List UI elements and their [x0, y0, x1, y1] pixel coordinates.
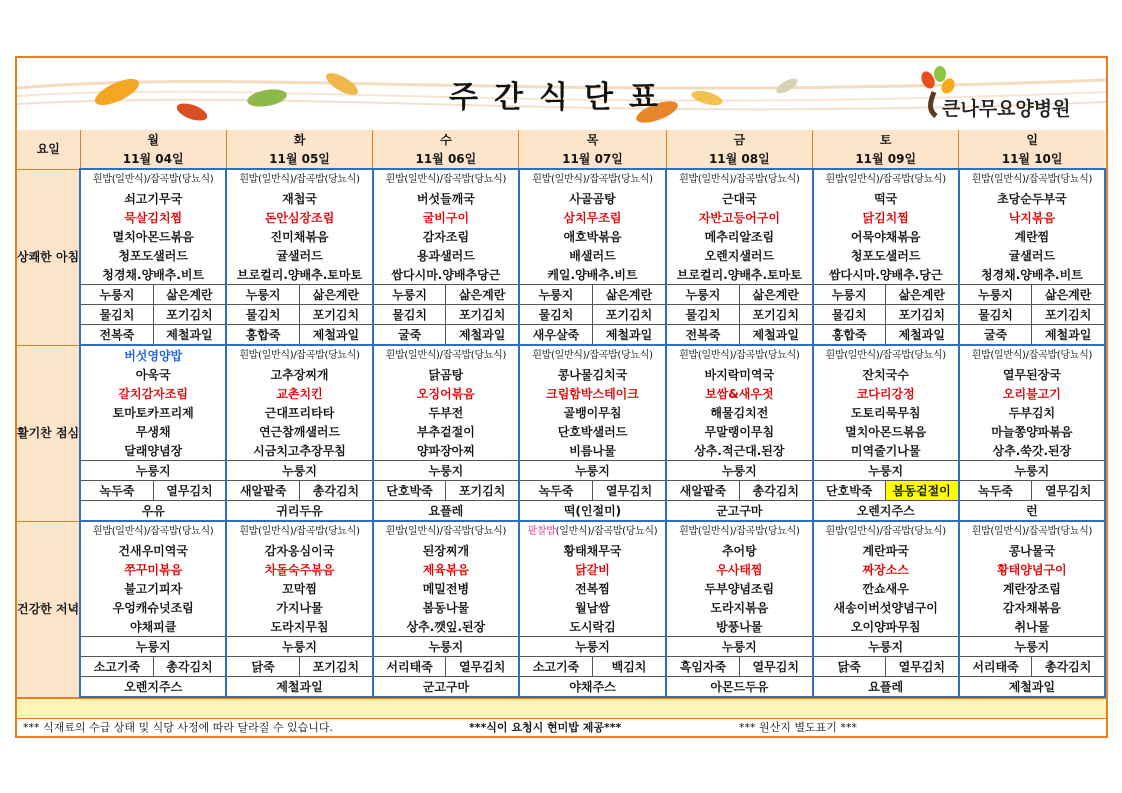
dinner-dish-3-1: 닭갈비: [519, 560, 666, 579]
lunch-dish-6-1: 오리불고기: [959, 384, 1105, 403]
lunch-rice-5: 흰밥(일반식)/잡곡밥(당뇨식): [813, 345, 959, 365]
dinner-dish-5-2: 깐쇼새우: [813, 579, 959, 598]
dinner-rice-2: 흰밥(일반식)/잡곡밥(당뇨식): [373, 521, 519, 541]
lunch-rice-1: 흰밥(일반식)/잡곡밥(당뇨식): [226, 345, 373, 365]
breakfast-side-3-2-right: 제철과일: [592, 325, 666, 346]
breakfast-dish-0-1: 묵살김치찜: [80, 208, 226, 227]
lunch-side-1-left: 새알팥죽: [226, 481, 299, 501]
lunch-dish-0-1: 갈치감자조림: [80, 384, 226, 403]
breakfast-side-0-2-left: 전복죽: [80, 325, 153, 346]
breakfast-side-5-2-right: 제철과일: [885, 325, 958, 346]
dinner-dish-5-4: 오이양파무침: [813, 617, 959, 637]
breakfast-side-1-2-left: 홍합죽: [226, 325, 299, 346]
lunch-dish-6-0: 열무된장국: [959, 365, 1105, 384]
breakfast-rice-1: 흰밥(일반식)/잡곡밥(당뇨식): [226, 169, 373, 189]
breakfast-side-1-0-right: 삶은계란: [300, 285, 373, 305]
breakfast-dish-6-2: 계란찜: [959, 227, 1105, 246]
meal-column-header: 요일: [17, 130, 80, 169]
lunch-side-3-right: 열무김치: [592, 481, 666, 501]
dinner-dish-3-2: 전복찜: [519, 579, 666, 598]
dinner-dish-3-0: 황태채무국: [519, 541, 666, 560]
lunch-dish-3-3: 단호박샐러드: [519, 422, 666, 441]
notice-band: [17, 698, 1106, 719]
dinner-dish-2-3: 봄동나물: [373, 598, 519, 617]
lunch-dish-0-0: 아욱국: [80, 365, 226, 384]
dinner-dish-2-4: 상추.깻잎.된장: [373, 617, 519, 637]
dinner-side-0-left: 소고기죽: [80, 657, 153, 677]
breakfast-side-4-1-left: 물김치: [666, 305, 739, 325]
breakfast-dish-0-0: 쇠고기무국: [80, 189, 226, 208]
dinner-dish-5-3: 새송이버섯양념구이: [813, 598, 959, 617]
lunch-dish-1-4: 시금치고추장무침: [226, 441, 373, 461]
breakfast-rice-6: 흰밥(일반식)/잡곡밥(당뇨식): [959, 169, 1105, 189]
lunch-nurungji-1: 누룽지: [226, 461, 373, 481]
day-name-3: 목: [519, 130, 666, 149]
lunch-dish-5-4: 미역줄기나물: [813, 441, 959, 461]
day-date-4: 11월 08일: [666, 149, 813, 169]
footer-left: *** 식재료의 수급 상태 및 식당 사정에 따라 달라질 수 있습니다.: [23, 721, 333, 734]
special-rice-rest: (일반식)/잡곡밥(당뇨식): [555, 525, 658, 537]
breakfast-side-0-0-right: 삶은계란: [153, 285, 226, 305]
breakfast-side-1-2-right: 제철과일: [300, 325, 373, 346]
lunch-nurungji-0: 누룽지: [80, 461, 226, 481]
lunch-dish-1-1: 교촌치킨: [226, 384, 373, 403]
lunch-rice-0: 버섯영양밥: [80, 345, 226, 365]
dinner-dish-1-3: 가지나물: [226, 598, 373, 617]
dinner-side-4-right: 열무김치: [739, 657, 812, 677]
breakfast-side-5-2-left: 홍합죽: [813, 325, 886, 346]
lunch-extra-0: 우유: [80, 501, 226, 522]
breakfast-side-3-1-right: 포기김치: [592, 305, 666, 325]
dinner-nurungji-6: 누룽지: [959, 637, 1105, 657]
dinner-rice-6: 흰밥(일반식)/잡곡밥(당뇨식): [959, 521, 1105, 541]
lunch-rice-2: 흰밥(일반식)/잡곡밥(당뇨식): [373, 345, 519, 365]
day-name-5: 토: [813, 130, 959, 149]
dinner-nurungji-1: 누룽지: [226, 637, 373, 657]
breakfast-side-5-0-right: 삶은계란: [885, 285, 958, 305]
lunch-dish-3-1: 크림함박스테이크: [519, 384, 666, 403]
dinner-rice-5: 흰밥(일반식)/잡곡밥(당뇨식): [813, 521, 959, 541]
breakfast-dish-1-4: 브로컬리.양배추.토마토: [226, 265, 373, 285]
dinner-side-2-left: 서리태죽: [373, 657, 446, 677]
lunch-side-4-left: 새알팥죽: [666, 481, 739, 501]
breakfast-dish-5-4: 쌈다시마.양배추.당근: [813, 265, 959, 285]
breakfast-dish-4-3: 오렌지샐러드: [666, 246, 813, 265]
breakfast-side-2-0-left: 누룽지: [373, 285, 446, 305]
breakfast-side-3-1-left: 물김치: [519, 305, 593, 325]
breakfast-dish-5-1: 닭김치찜: [813, 208, 959, 227]
dinner-dish-2-1: 제육볶음: [373, 560, 519, 579]
breakfast-dish-5-3: 청포도샐러드: [813, 246, 959, 265]
breakfast-dish-2-3: 용과샐러드: [373, 246, 519, 265]
lunch-dish-4-1: 보쌈&새우젓: [666, 384, 813, 403]
lunch-dish-3-4: 비름나물: [519, 441, 666, 461]
breakfast-side-5-1-right: 포기김치: [885, 305, 958, 325]
dinner-dish-2-2: 메밀전병: [373, 579, 519, 598]
breakfast-side-3-2-left: 새우살죽: [519, 325, 593, 346]
breakfast-side-3-0-right: 삶은계란: [592, 285, 666, 305]
lunch-dish-2-0: 닭곰탕: [373, 365, 519, 384]
dinner-dish-0-1: 쭈꾸미볶음: [80, 560, 226, 579]
breakfast-side-4-2-left: 전복죽: [666, 325, 739, 346]
lunch-extra-4: 군고구마: [666, 501, 813, 522]
meal-label-lunch: 활기찬 점심: [17, 345, 80, 521]
lunch-nurungji-3: 누룽지: [519, 461, 666, 481]
lunch-extra-1: 귀리두유: [226, 501, 373, 522]
dinner-dish-4-0: 추어탕: [666, 541, 813, 560]
lunch-rice-3: 흰밥(일반식)/잡곡밥(당뇨식): [519, 345, 666, 365]
day-date-6: 11월 10일: [959, 149, 1105, 169]
dinner-side-5-right: 열무김치: [885, 657, 958, 677]
breakfast-side-6-1-left: 물김치: [959, 305, 1032, 325]
dinner-side-3-right: 백김치: [592, 657, 666, 677]
menu-sheet: [15, 56, 1108, 738]
dinner-side-3-left: 소고기죽: [519, 657, 593, 677]
dinner-dish-1-1: 차돌숙주볶음: [226, 560, 373, 579]
breakfast-rice-4: 흰밥(일반식)/잡곡밥(당뇨식): [666, 169, 813, 189]
breakfast-dish-3-3: 배샐러드: [519, 246, 666, 265]
dinner-extra-0: 오렌지주스: [80, 677, 226, 698]
breakfast-side-0-1-left: 물김치: [80, 305, 153, 325]
dinner-side-6-right: 총각김치: [1032, 657, 1105, 677]
page-title: 주간식단표: [449, 80, 674, 115]
dinner-dish-1-0: 감자옹심이국: [226, 541, 373, 560]
breakfast-side-6-2-left: 굴죽: [959, 325, 1032, 346]
breakfast-dish-4-1: 자반고등어구이: [666, 208, 813, 227]
breakfast-side-2-1-left: 물김치: [373, 305, 446, 325]
breakfast-side-4-2-right: 제철과일: [739, 325, 812, 346]
breakfast-rice-3: 흰밥(일반식)/잡곡밥(당뇨식): [519, 169, 666, 189]
dinner-dish-5-1: 짜장소스: [813, 560, 959, 579]
lunch-dish-5-3: 멸치아몬드볶음: [813, 422, 959, 441]
dinner-dish-6-3: 감자채볶음: [959, 598, 1105, 617]
lunch-side-6-right: 열무김치: [1032, 481, 1105, 501]
dinner-dish-5-0: 계란파국: [813, 541, 959, 560]
day-date-2: 11월 06일: [373, 149, 519, 169]
dinner-extra-3: 야채주스: [519, 677, 666, 698]
breakfast-dish-1-0: 재첩국: [226, 189, 373, 208]
dinner-dish-4-4: 방풍나물: [666, 617, 813, 637]
breakfast-side-1-1-right: 포기김치: [300, 305, 373, 325]
special-rice-label: 팥찰밥: [527, 525, 556, 537]
breakfast-rice-5: 흰밥(일반식)/잡곡밥(당뇨식): [813, 169, 959, 189]
footer-right: *** 원산지 별도표기 ***: [739, 721, 857, 734]
lunch-side-0-left: 녹두죽: [80, 481, 153, 501]
breakfast-side-2-0-right: 삶은계란: [446, 285, 519, 305]
lunch-dish-1-2: 근대프리타타: [226, 403, 373, 422]
dinner-extra-4: 아몬드두유: [666, 677, 813, 698]
breakfast-dish-0-4: 청경채.양배추.비트: [80, 265, 226, 285]
breakfast-dish-1-3: 귤샐러드: [226, 246, 373, 265]
dinner-nurungji-4: 누룽지: [666, 637, 813, 657]
lunch-dish-3-2: 골뱅이무침: [519, 403, 666, 422]
lunch-side-5-left: 단호박죽: [813, 481, 886, 501]
lunch-side-3-left: 녹두죽: [519, 481, 593, 501]
dinner-extra-5: 요플레: [813, 677, 959, 698]
lunch-rice-4: 흰밥(일반식)/잡곡밥(당뇨식): [666, 345, 813, 365]
dinner-rice-4: 흰밥(일반식)/잡곡밥(당뇨식): [666, 521, 813, 541]
dinner-rice-3: [519, 521, 666, 541]
breakfast-dish-2-1: 굴비구이: [373, 208, 519, 227]
dinner-side-2-right: 열무김치: [446, 657, 519, 677]
lunch-dish-6-2: 두부김치: [959, 403, 1105, 422]
breakfast-dish-6-0: 초당순두부국: [959, 189, 1105, 208]
dinner-dish-2-0: 된장찌개: [373, 541, 519, 560]
breakfast-dish-4-2: 메추리알조림: [666, 227, 813, 246]
dinner-rice-0: 흰밥(일반식)/잡곡밥(당뇨식): [80, 521, 226, 541]
dinner-extra-2: 군고구마: [373, 677, 519, 698]
dinner-dish-6-1: 황태양념구이: [959, 560, 1105, 579]
dinner-dish-6-2: 계란장조림: [959, 579, 1105, 598]
lunch-side-1-right: 총각김치: [300, 481, 373, 501]
dinner-nurungji-3: 누룽지: [519, 637, 666, 657]
dinner-dish-3-4: 도시락김: [519, 617, 666, 637]
dinner-side-0-right: 총각김치: [153, 657, 226, 677]
title-banner: [17, 58, 1106, 130]
lunch-dish-2-1: 오징어볶음: [373, 384, 519, 403]
breakfast-dish-4-0: 근대국: [666, 189, 813, 208]
lunch-dish-0-3: 무생채: [80, 422, 226, 441]
dinner-dish-1-4: 도라지무침: [226, 617, 373, 637]
breakfast-side-4-0-right: 삶은계란: [739, 285, 812, 305]
day-name-2: 수: [373, 130, 519, 149]
dinner-dish-6-0: 콩나물국: [959, 541, 1105, 560]
lunch-dish-4-4: 상추.적근대.된장: [666, 441, 813, 461]
day-date-3: 11월 07일: [519, 149, 666, 169]
lunch-dish-0-4: 달래양념장: [80, 441, 226, 461]
dinner-dish-4-3: 도라지볶음: [666, 598, 813, 617]
breakfast-side-6-0-left: 누룽지: [959, 285, 1032, 305]
dinner-rice-1: 흰밥(일반식)/잡곡밥(당뇨식): [226, 521, 373, 541]
breakfast-dish-2-4: 쌈다시마.양배추당근: [373, 265, 519, 285]
lunch-extra-2: 요플레: [373, 501, 519, 522]
lunch-dish-5-2: 도토리묵무침: [813, 403, 959, 422]
day-name-1: 화: [226, 130, 373, 149]
dinner-dish-6-4: 취나물: [959, 617, 1105, 637]
breakfast-side-1-0-left: 누룽지: [226, 285, 299, 305]
dinner-dish-0-3: 우엉캐슈넛조림: [80, 598, 226, 617]
breakfast-side-5-0-left: 누룽지: [813, 285, 886, 305]
breakfast-side-6-0-right: 삶은계란: [1032, 285, 1105, 305]
breakfast-dish-1-2: 진미채볶음: [226, 227, 373, 246]
lunch-side-2-right: 포기김치: [446, 481, 519, 501]
dinner-dish-1-2: 꼬막찜: [226, 579, 373, 598]
meal-label-dinner: 건강한 저녁: [17, 521, 80, 697]
lunch-dish-2-2: 두부전: [373, 403, 519, 422]
lunch-side-5-right: 봄동겉절이: [885, 481, 958, 501]
breakfast-dish-3-0: 사골곰탕: [519, 189, 666, 208]
lunch-dish-2-4: 양파장아찌: [373, 441, 519, 461]
breakfast-side-0-0-left: 누룽지: [80, 285, 153, 305]
lunch-extra-5: 오렌지주스: [813, 501, 959, 522]
dinner-dish-0-0: 건새우미역국: [80, 541, 226, 560]
breakfast-dish-2-0: 버섯들깨국: [373, 189, 519, 208]
dinner-dish-0-2: 불고기피자: [80, 579, 226, 598]
dinner-nurungji-0: 누룽지: [80, 637, 226, 657]
hospital-logo: [916, 66, 1096, 122]
lunch-dish-6-4: 상추.쑥갓.된장: [959, 441, 1105, 461]
breakfast-side-5-1-left: 물김치: [813, 305, 886, 325]
breakfast-side-3-0-left: 누룽지: [519, 285, 593, 305]
day-date-0: 11월 04일: [80, 149, 226, 169]
lunch-side-2-left: 단호박죽: [373, 481, 446, 501]
breakfast-dish-4-4: 브로컬리.양배추.토마토: [666, 265, 813, 285]
footer-middle: ***식이 요청시 현미밥 제공***: [469, 721, 622, 734]
lunch-dish-2-3: 부추겉절이: [373, 422, 519, 441]
dinner-extra-1: 제철과일: [226, 677, 373, 698]
breakfast-side-6-1-right: 포기김치: [1032, 305, 1105, 325]
breakfast-rice-0: 흰밥(일반식)/잡곡밥(당뇨식): [80, 169, 226, 189]
dinner-dish-0-4: 야채피클: [80, 617, 226, 637]
day-name-0: 월: [80, 130, 226, 149]
hospital-name: 큰나무요양병원: [942, 98, 1071, 120]
lunch-nurungji-6: 누룽지: [959, 461, 1105, 481]
dinner-extra-6: 제철과일: [959, 677, 1105, 698]
breakfast-dish-6-4: 청경채.양배추.비트: [959, 265, 1105, 285]
lunch-dish-3-0: 콩나물김치국: [519, 365, 666, 384]
lunch-dish-4-0: 바지락미역국: [666, 365, 813, 384]
lunch-extra-3: 떡(인절미): [519, 501, 666, 522]
dinner-nurungji-2: 누룽지: [373, 637, 519, 657]
breakfast-side-0-2-right: 제철과일: [153, 325, 226, 346]
breakfast-dish-2-2: 감자조림: [373, 227, 519, 246]
lunch-dish-6-3: 마늘쫑양파볶음: [959, 422, 1105, 441]
breakfast-side-4-0-left: 누룽지: [666, 285, 739, 305]
footer-notes: [17, 718, 1106, 737]
dinner-dish-4-2: 두부양념조림: [666, 579, 813, 598]
dinner-side-1-left: 닭죽: [226, 657, 299, 677]
breakfast-rice-2: 흰밥(일반식)/잡곡밥(당뇨식): [373, 169, 519, 189]
lunch-side-0-right: 열무김치: [153, 481, 226, 501]
lunch-rice-6: 흰밥(일반식)/잡곡밥(당뇨식): [959, 345, 1105, 365]
breakfast-side-1-1-left: 물김치: [226, 305, 299, 325]
lunch-side-4-right: 총각김치: [739, 481, 812, 501]
lunch-dish-5-1: 코다리강정: [813, 384, 959, 403]
breakfast-dish-3-1: 삼치무조림: [519, 208, 666, 227]
lunch-dish-1-3: 연근참깨샐러드: [226, 422, 373, 441]
breakfast-side-6-2-right: 제철과일: [1032, 325, 1105, 346]
lunch-dish-4-2: 해물김치전: [666, 403, 813, 422]
breakfast-dish-0-2: 멸치아몬드볶음: [80, 227, 226, 246]
dinner-side-4-left: 흑임자죽: [666, 657, 739, 677]
breakfast-side-2-2-left: 굴죽: [373, 325, 446, 346]
breakfast-dish-3-4: 케일.양배추.비트: [519, 265, 666, 285]
lunch-nurungji-4: 누룽지: [666, 461, 813, 481]
breakfast-dish-0-3: 청포도샐러드: [80, 246, 226, 265]
lunch-side-6-left: 녹두죽: [959, 481, 1032, 501]
breakfast-dish-3-2: 애호박볶음: [519, 227, 666, 246]
menu-table: [17, 130, 1106, 698]
lunch-dish-4-3: 무말랭이무침: [666, 422, 813, 441]
breakfast-side-2-1-right: 포기김치: [446, 305, 519, 325]
day-date-5: 11월 09일: [813, 149, 959, 169]
dinner-nurungji-5: 누룽지: [813, 637, 959, 657]
day-date-1: 11월 05일: [226, 149, 373, 169]
breakfast-dish-5-2: 어묵야채볶음: [813, 227, 959, 246]
dinner-side-6-left: 서리태죽: [959, 657, 1032, 677]
lunch-nurungji-5: 누룽지: [813, 461, 959, 481]
dinner-dish-4-1: 우사태찜: [666, 560, 813, 579]
lunch-dish-1-0: 고추장찌개: [226, 365, 373, 384]
dinner-side-1-right: 포기김치: [300, 657, 373, 677]
breakfast-dish-6-1: 낙지볶음: [959, 208, 1105, 227]
breakfast-dish-6-3: 귤샐러드: [959, 246, 1105, 265]
lunch-dish-0-2: 토마토카프리제: [80, 403, 226, 422]
breakfast-dish-5-0: 떡국: [813, 189, 959, 208]
breakfast-side-4-1-right: 포기김치: [739, 305, 812, 325]
dinner-dish-3-3: 월남쌈: [519, 598, 666, 617]
lunch-dish-5-0: 잔치국수: [813, 365, 959, 384]
dinner-side-5-left: 닭죽: [813, 657, 886, 677]
breakfast-dish-1-1: 돈안심장조림: [226, 208, 373, 227]
day-name-6: 일: [959, 130, 1105, 149]
lunch-nurungji-2: 누룽지: [373, 461, 519, 481]
day-name-4: 금: [666, 130, 813, 149]
breakfast-side-2-2-right: 제철과일: [446, 325, 519, 346]
meal-label-breakfast: 상쾌한 아침: [17, 169, 80, 345]
breakfast-side-0-1-right: 포기김치: [153, 305, 226, 325]
lunch-extra-6: 런: [959, 501, 1105, 522]
